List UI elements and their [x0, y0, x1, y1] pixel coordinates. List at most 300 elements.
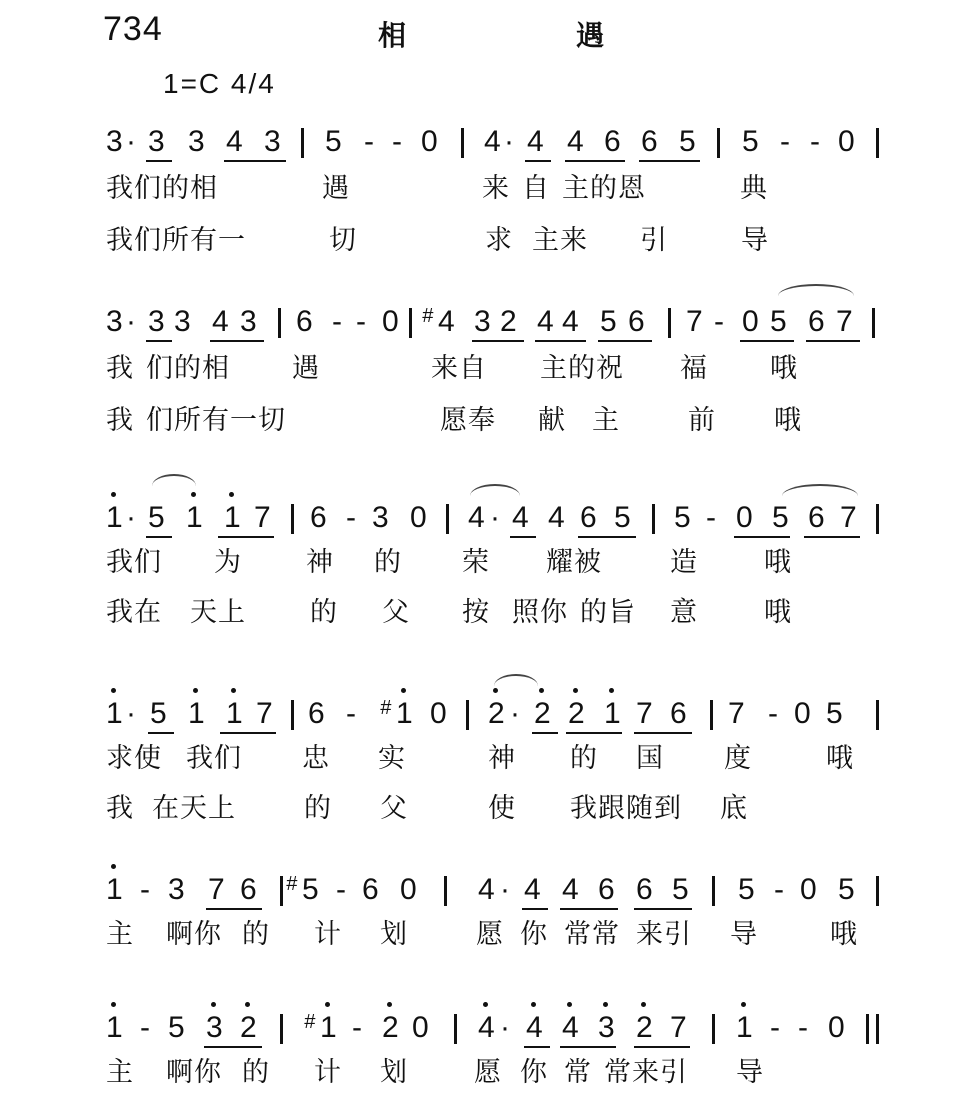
lyric-syllable: 主的祝 — [540, 353, 624, 384]
octave-high-dot — [111, 688, 116, 693]
lyric-syllable: 我们所有一 — [106, 225, 246, 256]
octave-high-dot — [493, 688, 498, 693]
note: 2 — [534, 694, 551, 734]
beam-underline — [204, 1046, 262, 1048]
octave-high-dot — [193, 688, 198, 693]
note: 6 — [310, 501, 327, 534]
note: 7 — [254, 501, 271, 534]
barline — [466, 700, 469, 730]
lyric-syllable: 划 — [380, 919, 408, 950]
lyric-syllable: 计 — [314, 1057, 342, 1088]
beam-underline — [566, 732, 622, 734]
beam-underline — [146, 160, 172, 162]
lyric-syllable: 我们的相 — [106, 173, 218, 204]
lyric-syllable: 的 — [310, 597, 338, 628]
note: 2 — [636, 1008, 653, 1048]
beam-underline — [224, 160, 286, 162]
lyric-syllable: 来引 — [636, 919, 692, 950]
lyric-syllable: 切 — [329, 225, 357, 256]
notation-line-2 — [0, 302, 960, 352]
note: 7 — [840, 501, 857, 534]
beam-underline — [634, 1046, 690, 1048]
lyric-syllable: 遇 — [292, 353, 320, 384]
title-char-2: 遇 — [576, 19, 605, 52]
lyric-line-2-1 — [0, 352, 960, 392]
note: 1 — [106, 870, 123, 910]
barline — [454, 1014, 457, 1044]
lyric-syllable: 哦 — [830, 919, 858, 950]
note: 6 — [362, 873, 379, 906]
note: 5 — [772, 501, 789, 534]
beam-underline — [560, 908, 618, 910]
octave-high-dot — [231, 688, 236, 693]
lyric-syllable: 愿奉 — [440, 405, 496, 436]
note: 5 — [742, 125, 759, 158]
lyric-syllable: 的 — [374, 547, 402, 578]
lyric-syllable: 常来引 — [604, 1057, 688, 1088]
note: 6 — [604, 125, 621, 158]
lyric-syllable: 我 — [106, 793, 134, 824]
lyric-syllable: 使 — [488, 793, 516, 824]
lyric-syllable: 在天上 — [152, 793, 236, 824]
beam-underline — [598, 340, 652, 342]
note: 4 — [468, 501, 485, 534]
dash-extension: - — [706, 501, 716, 534]
barline — [866, 1014, 869, 1044]
lyric-syllable: 愿 — [474, 1057, 502, 1088]
note: 1 — [106, 694, 123, 734]
beam-underline — [804, 536, 860, 538]
lyric-syllable: 哦 — [764, 597, 792, 628]
note: 1 — [736, 1008, 753, 1048]
key-signature: 1=C 4/4 — [163, 68, 276, 99]
dash-extension: - — [810, 125, 820, 158]
notation-line-5 — [0, 870, 960, 920]
lyric-line-1-1 — [0, 172, 960, 212]
beam-underline — [639, 160, 700, 162]
slur-arc — [782, 484, 858, 496]
octave-high-dot — [111, 1002, 116, 1007]
note: 0 — [838, 125, 855, 158]
lyric-syllable: 哦 — [770, 353, 798, 384]
lyric-syllable: 们所有一切 — [146, 405, 286, 436]
dot-duration: · — [490, 501, 500, 534]
lyric-syllable: 底 — [720, 793, 748, 824]
barline — [876, 504, 879, 534]
lyric-syllable: 主的恩 — [562, 173, 646, 204]
lyric-syllable: 哦 — [774, 405, 802, 436]
note: 4 — [512, 501, 529, 534]
lyric-syllable: 我 — [106, 353, 134, 384]
lyric-syllable: 来 — [482, 173, 510, 204]
barline — [872, 308, 875, 338]
lyric-line-5-1 — [0, 918, 960, 958]
beam-underline — [146, 536, 172, 538]
note: 6 — [808, 305, 825, 338]
note: 0 — [412, 1011, 429, 1044]
note: 1 — [226, 694, 243, 734]
lyric-syllable: 导 — [741, 225, 769, 256]
octave-high-dot — [245, 1002, 250, 1007]
octave-high-dot — [539, 688, 544, 693]
beam-underline — [522, 908, 548, 910]
note: 6 — [308, 697, 325, 730]
lyric-syllable: 哦 — [826, 743, 854, 774]
note: 4 — [562, 305, 579, 338]
note: 5 — [672, 873, 689, 906]
lyric-syllable: 典 — [740, 173, 768, 204]
note: 3 — [168, 873, 185, 906]
lyric-syllable: 的 — [304, 793, 332, 824]
note: 4 — [226, 125, 243, 158]
lyric-syllable: 我在 — [106, 597, 162, 628]
barline — [652, 504, 655, 534]
dash-extension: - — [140, 1011, 150, 1044]
note: 6 — [598, 873, 615, 906]
beam-underline — [525, 160, 551, 162]
note: 4 — [562, 1008, 579, 1048]
lyric-syllable: 的 — [242, 919, 270, 950]
beam-underline — [560, 1046, 616, 1048]
lyric-syllable: 父 — [382, 597, 410, 628]
dash-extension: - — [140, 873, 150, 906]
note: 3 — [264, 125, 281, 158]
octave-high-dot — [229, 492, 234, 497]
beam-underline — [532, 732, 558, 734]
lyric-syllable: 主 — [592, 405, 620, 436]
note: 3 — [206, 1008, 223, 1048]
note: 0 — [736, 501, 753, 534]
note: 5 — [674, 501, 691, 534]
barline — [409, 308, 412, 338]
note: 5 — [614, 501, 631, 534]
dash-extension: - — [336, 873, 346, 906]
sharp-sign: # — [422, 305, 434, 327]
note: 6 — [808, 501, 825, 534]
lyric-syllable: 的旨 — [580, 597, 636, 628]
notation-line-6 — [0, 1008, 960, 1058]
octave-high-dot — [483, 1002, 488, 1007]
beam-underline — [220, 732, 276, 734]
dash-extension: - — [780, 125, 790, 158]
beam-underline — [510, 536, 536, 538]
lyric-syllable: 忠 — [302, 743, 330, 774]
beam-underline — [565, 160, 625, 162]
octave-high-dot — [567, 1002, 572, 1007]
lyric-line-1-2 — [0, 224, 960, 264]
barline — [876, 1014, 879, 1044]
lyric-syllable: 啊你 — [166, 919, 222, 950]
note: 0 — [400, 873, 417, 906]
notation-line-4 — [0, 694, 960, 744]
note: 2 — [500, 305, 517, 338]
note: 5 — [838, 873, 855, 906]
beam-underline — [740, 340, 794, 342]
sharp-sign: # — [380, 697, 392, 719]
lyric-syllable: 国 — [636, 743, 664, 774]
barline — [717, 128, 720, 158]
note: 5 — [325, 125, 342, 158]
lyric-line-3-2 — [0, 596, 960, 636]
note: 7 — [728, 697, 745, 730]
note: 4 — [212, 305, 229, 338]
note: 1 — [224, 498, 241, 538]
note: 5 — [826, 697, 843, 730]
octave-high-dot — [387, 1002, 392, 1007]
lyric-syllable: 照你 — [512, 597, 568, 628]
lyric-syllable: 实 — [378, 743, 406, 774]
lyric-syllable: 你 — [520, 1057, 548, 1088]
beam-underline — [210, 340, 264, 342]
beam-underline — [634, 732, 692, 734]
note: 5 — [679, 125, 696, 158]
note: 5 — [150, 697, 167, 730]
sharp-sign: # — [286, 873, 298, 895]
barline — [876, 128, 879, 158]
beam-underline — [524, 1046, 550, 1048]
lyric-syllable: 常 — [564, 1057, 592, 1088]
dot-duration: · — [126, 305, 136, 338]
barline — [301, 128, 304, 158]
lyric-syllable: 导 — [736, 1057, 764, 1088]
beam-underline — [634, 908, 692, 910]
title-char-1: 相 — [378, 19, 407, 52]
lyric-syllable: 遇 — [322, 173, 350, 204]
lyric-syllable: 划 — [380, 1057, 408, 1088]
beam-underline — [535, 340, 586, 342]
lyric-syllable: 我们 — [106, 547, 162, 578]
note: 7 — [836, 305, 853, 338]
lyric-syllable: 计 — [314, 919, 342, 950]
octave-high-dot — [401, 688, 406, 693]
note: 7 — [670, 1011, 687, 1044]
note: 6 — [636, 873, 653, 906]
lyric-syllable: 愿 — [476, 919, 504, 950]
note: 1 # — [320, 1008, 337, 1048]
dash-extension: - — [714, 305, 724, 338]
lyric-syllable: 主 — [106, 919, 134, 950]
barline — [876, 700, 879, 730]
note: 4 — [562, 873, 579, 906]
note: 0 — [828, 1011, 845, 1044]
dash-extension: - — [392, 125, 402, 158]
lyric-line-2-2 — [0, 404, 960, 444]
beam-underline — [146, 340, 172, 342]
note: 4 — [524, 873, 541, 906]
octave-high-dot — [211, 1002, 216, 1007]
octave-high-dot — [641, 1002, 646, 1007]
lyric-syllable: 为 — [214, 547, 242, 578]
dot-duration: · — [504, 125, 514, 158]
lyric-syllable: 们的相 — [146, 353, 230, 384]
note: 0 — [430, 697, 447, 730]
octave-high-dot — [603, 1002, 608, 1007]
lyric-line-4-1 — [0, 742, 960, 782]
lyric-syllable: 意 — [670, 597, 698, 628]
beam-underline — [734, 536, 790, 538]
lyric-line-4-2 — [0, 792, 960, 832]
note: 6 — [641, 125, 658, 158]
beam-underline — [806, 340, 860, 342]
note: 5 — [168, 1011, 185, 1044]
dash-extension: - — [346, 697, 356, 730]
note: 5 — [738, 873, 755, 906]
beam-underline — [218, 536, 274, 538]
note: 2 — [488, 694, 505, 734]
lyric-syllable: 哦 — [764, 547, 792, 578]
note: 2 — [382, 1008, 399, 1048]
octave-high-dot — [191, 492, 196, 497]
slur-arc — [778, 284, 854, 296]
beam-underline — [578, 536, 636, 538]
note: 3 — [474, 305, 491, 338]
sharp-sign: # — [304, 1011, 316, 1033]
note: 1 — [106, 498, 123, 538]
lyric-syllable: 导 — [730, 919, 758, 950]
dot-duration: · — [126, 125, 136, 158]
barline — [712, 876, 715, 906]
barline — [668, 308, 671, 338]
dash-extension: - — [768, 697, 778, 730]
slur-arc — [470, 484, 520, 496]
lyric-syllable: 主来 — [532, 225, 588, 256]
note: 7 — [636, 697, 653, 730]
dash-extension: - — [332, 305, 342, 338]
lyric-syllable: 引 — [640, 225, 668, 256]
note: 4 — [567, 125, 584, 158]
lyric-syllable: 献 — [538, 405, 566, 436]
note: 4 — [478, 1008, 495, 1048]
note: 3 — [174, 305, 191, 338]
note: 3 — [240, 305, 257, 338]
octave-high-dot — [531, 1002, 536, 1007]
note: 7 — [686, 305, 703, 338]
note: 4 — [478, 873, 495, 906]
lyric-syllable: 前 — [688, 405, 716, 436]
note: 4 — [526, 1008, 543, 1048]
lyric-syllable: 福 — [680, 353, 708, 384]
lyric-syllable: 常常 — [564, 919, 620, 950]
beam-underline — [148, 732, 174, 734]
lyric-syllable: 天上 — [190, 597, 246, 628]
slur-arc — [494, 674, 538, 686]
note: 1 — [186, 498, 203, 538]
note: 3 — [372, 501, 389, 534]
lyric-syllable: 来自 — [431, 353, 487, 384]
lyric-line-3-1 — [0, 546, 960, 586]
dot-duration: · — [500, 873, 510, 906]
note: 0 — [382, 305, 399, 338]
dash-extension: - — [364, 125, 374, 158]
note: 2 — [240, 1008, 257, 1048]
note: 4 # — [438, 302, 455, 342]
dash-extension: - — [356, 305, 366, 338]
note: 5 # — [302, 870, 319, 910]
octave-high-dot — [111, 492, 116, 497]
note: 4 — [484, 125, 501, 158]
lyric-syllable: 的 — [242, 1057, 270, 1088]
note: 5 — [770, 305, 787, 338]
lyric-syllable: 我 — [106, 405, 134, 436]
note: 1 # — [396, 694, 413, 734]
dot-duration: · — [510, 697, 520, 730]
barline — [461, 128, 464, 158]
note: 3 — [106, 305, 123, 338]
dash-extension: - — [346, 501, 356, 534]
beam-underline — [472, 340, 524, 342]
lyric-syllable: 度 — [724, 743, 752, 774]
note: 6 — [580, 501, 597, 534]
note: 4 — [548, 501, 565, 534]
note: 1 — [188, 694, 205, 734]
lyric-syllable: 造 — [670, 547, 698, 578]
note: 0 — [800, 873, 817, 906]
note: 4 — [527, 125, 544, 158]
note: 0 — [421, 125, 438, 158]
note: 7 — [208, 873, 225, 906]
note: 3 — [148, 125, 165, 158]
lyric-syllable: 你 — [520, 919, 548, 950]
notation-line-3 — [0, 498, 960, 548]
note: 0 — [410, 501, 427, 534]
dot-duration: · — [126, 697, 136, 730]
octave-high-dot — [325, 1002, 330, 1007]
lyric-syllable: 我们 — [186, 743, 242, 774]
note: 3 — [148, 305, 165, 338]
note: 3 — [598, 1008, 615, 1048]
note: 5 — [600, 305, 617, 338]
notation-line-1 — [0, 122, 960, 172]
barline — [712, 1014, 715, 1044]
dash-extension: - — [774, 873, 784, 906]
lyric-syllable: 啊你 — [166, 1057, 222, 1088]
lyric-syllable: 我跟随到 — [570, 793, 682, 824]
barline — [444, 876, 447, 906]
lyric-syllable: 求 — [485, 225, 513, 256]
dot-duration: · — [126, 501, 136, 534]
lyric-syllable: 自 — [522, 173, 550, 204]
octave-high-dot — [609, 688, 614, 693]
lyric-syllable: 求使 — [106, 743, 162, 774]
note: 6 — [240, 873, 257, 906]
hymn-number: 734 — [103, 10, 163, 48]
barline — [876, 876, 879, 906]
beam-underline — [206, 908, 262, 910]
lyric-syllable: 荣 — [462, 547, 490, 578]
note: 5 — [148, 501, 165, 534]
note: 0 — [794, 697, 811, 730]
octave-high-dot — [111, 864, 116, 869]
dash-extension: - — [770, 1011, 780, 1044]
note: 6 — [296, 305, 313, 338]
barline — [291, 504, 294, 534]
note: 7 — [256, 697, 273, 730]
dash-extension: - — [352, 1011, 362, 1044]
barline — [710, 700, 713, 730]
dot-duration: · — [500, 1011, 510, 1044]
note: 2 — [568, 694, 585, 734]
lyric-syllable: 的 — [570, 743, 598, 774]
note: 3 — [106, 125, 123, 158]
note: 3 — [188, 125, 205, 158]
note: 0 — [742, 305, 759, 338]
lyric-syllable: 神 — [306, 547, 334, 578]
note: 4 — [537, 305, 554, 338]
lyric-syllable: 耀被 — [546, 547, 602, 578]
note: 1 — [604, 694, 621, 734]
slur-arc — [152, 474, 196, 486]
lyric-syllable: 主 — [106, 1057, 134, 1088]
